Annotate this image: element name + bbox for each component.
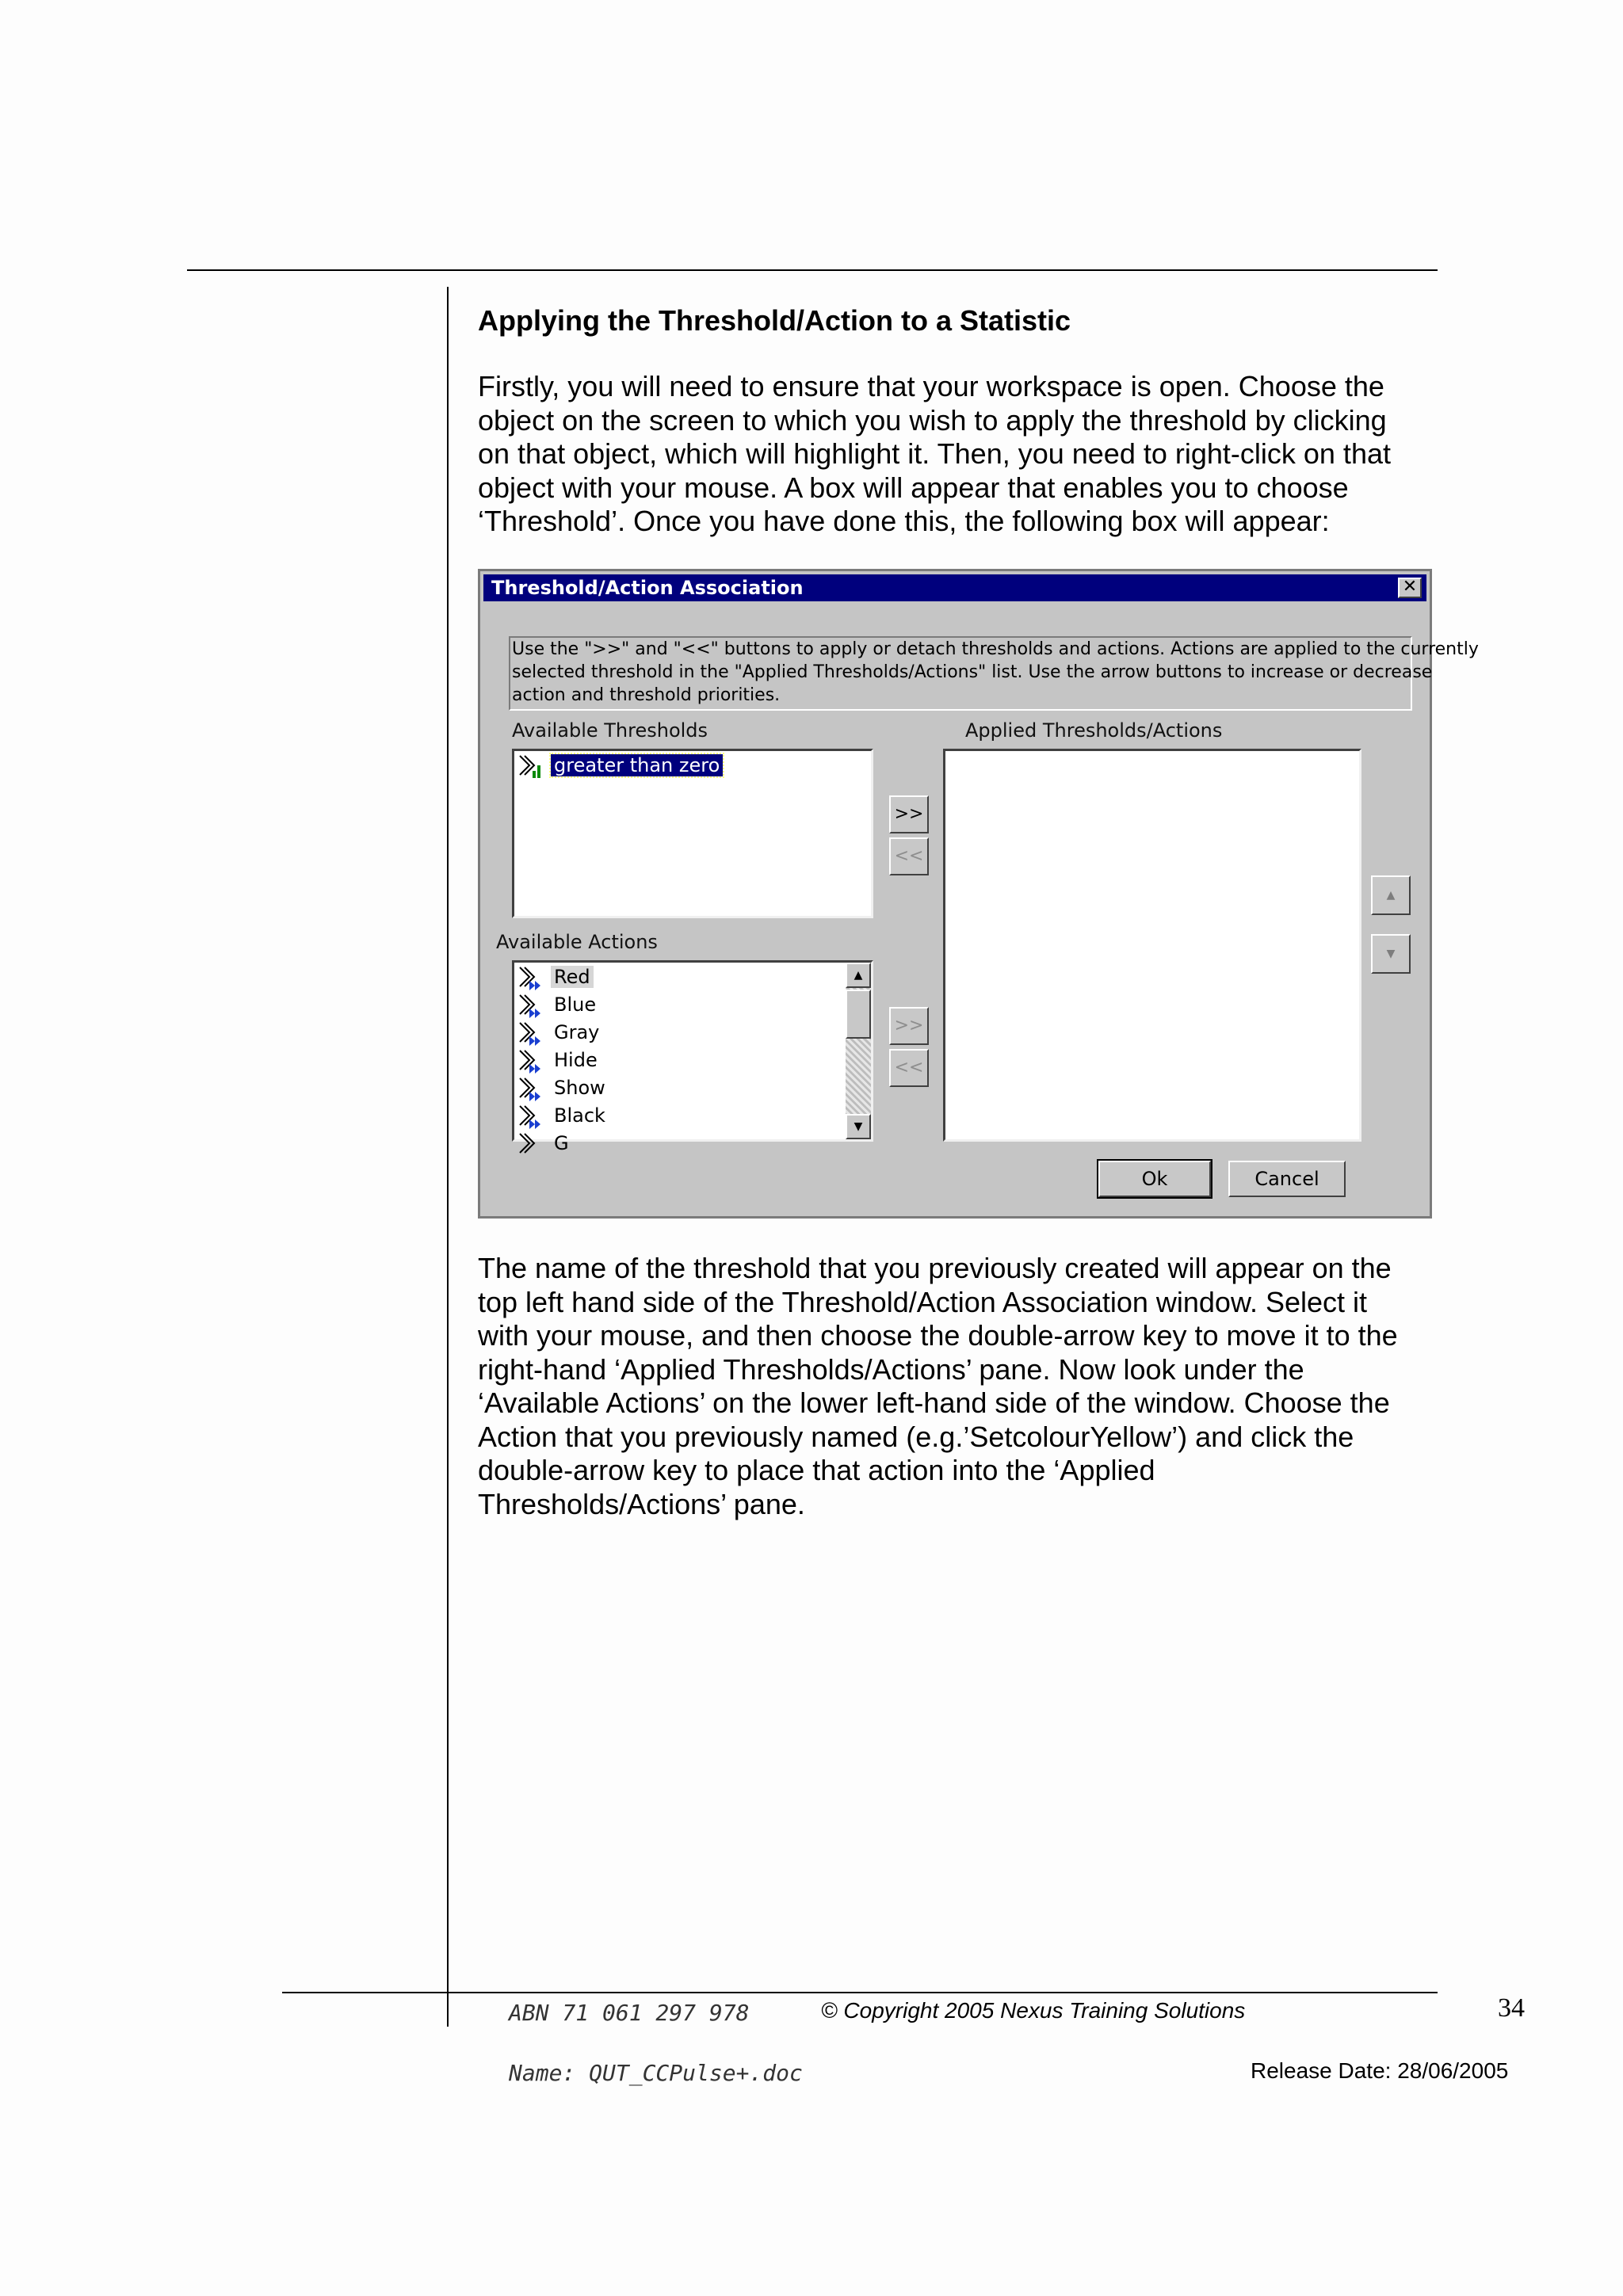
scroll-thumb[interactable] [846,990,871,1039]
action-icon [517,1076,544,1103]
footer-rule [282,1992,1438,1993]
section-heading: Applying the Threshold/Action to a Statistic [478,304,1071,337]
ok-button[interactable]: Ok [1098,1161,1211,1197]
cancel-button[interactable]: Cancel [1228,1161,1346,1197]
action-item-label: G [554,1132,569,1154]
list-item[interactable] [514,1075,847,1103]
text-line: Action that you previously named (e.g.’SetcolourYellow’) and click the [478,1420,1354,1453]
action-icon [517,993,544,1020]
action-item-label: Show [554,1077,605,1099]
scroll-down-icon[interactable]: ▼ [846,1114,871,1139]
footer-release-date: Release Date: 28/06/2005 [1251,2058,1509,2083]
list-item[interactable] [514,992,847,1020]
detach-threshold-button[interactable]: << [889,837,929,875]
available-actions-label: Available Actions [496,931,658,953]
action-icon [517,1048,544,1075]
instructions-box [509,636,1479,711]
action-item-label: Red [551,966,594,988]
dialog-titlebar[interactable] [483,574,1426,601]
action-item-label: Gray [554,1021,600,1043]
page-number: 34 [1498,1993,1525,2023]
available-thresholds-label: Available Thresholds [512,719,708,742]
available-actions-list[interactable] [512,960,873,1154]
action-item-label: Hide [554,1049,598,1071]
list-item[interactable] [514,753,847,780]
close-icon[interactable]: ✕ [1398,578,1422,598]
list-item[interactable] [514,1047,847,1075]
text-line: ‘Available Actions’ on the lower left-hand side of the window. Choose the [478,1386,1390,1419]
move-up-button[interactable]: ▲ [1371,875,1411,915]
list-item[interactable] [514,964,847,992]
text-line: Thresholds/Actions’ pane. [478,1487,805,1520]
applied-thresholds-actions-list[interactable] [943,749,1361,1142]
action-icon [517,1020,544,1047]
applied-thresholds-label: Applied Thresholds/Actions [965,719,1223,742]
text-line: top left hand side of the Threshold/Action Association window. Select it [478,1285,1368,1318]
available-thresholds-list[interactable] [512,749,873,918]
apply-threshold-button[interactable]: >> [889,795,929,833]
footer-copyright: © Copyright 2005 Nexus Training Solutions [821,1998,1246,2023]
text-line: right-hand ‘Applied Thresholds/Actions’ pane. Now look under the [478,1352,1304,1386]
actions-scrollbar[interactable] [846,963,871,1139]
margin-rule [447,287,449,2027]
instruction-line: action and threshold priorities. [512,685,781,705]
header-rule [187,269,1438,271]
text-line: Firstly, you will need to ensure that your workspace is open. Choose the [478,370,1384,402]
instruction-line: Use the ">>" and "<<" buttons to apply or detach thresholds and actions. Actions are applied to the currently [512,639,1479,659]
text-line: The name of the threshold that you previously created will appear on the [478,1252,1392,1284]
threshold-icon [517,753,544,780]
action-item-label: Blue [554,994,597,1016]
text-line: object on the screen to which you wish to apply the threshold by clicking [478,403,1387,437]
list-item[interactable] [514,1131,847,1158]
dialog-title: Threshold/Action Association [491,577,804,599]
detach-action-button[interactable]: << [889,1049,929,1087]
text-line: ‘Threshold’. Once you have done this, the following box will appear: [478,505,1330,537]
footer-doc-name: Name: QUT_CCPulse+.doc [509,2060,803,2086]
text-line: double-arrow key to place that action into the ‘Applied [478,1454,1155,1486]
apply-action-button[interactable]: >> [889,1007,929,1045]
list-item[interactable] [514,1020,847,1047]
action-icon [517,965,544,992]
list-item[interactable] [514,1103,847,1131]
intro-paragraph [478,370,1453,539]
action-icon [517,1104,544,1131]
footer-abn: ABN 71 061 297 978 [509,2000,750,2026]
move-down-button[interactable]: ▼ [1371,934,1411,974]
threshold-action-dialog [478,569,1479,1219]
text-line: object with your mouse. A box will appear that enables you to choose [478,471,1349,504]
action-icon [517,1131,544,1158]
threshold-item-label: greater than zero [551,754,723,776]
scroll-up-icon[interactable]: ▲ [846,963,871,988]
action-item-label: Black [554,1104,605,1127]
instruction-line: selected threshold in the "Applied Thresholds/Actions" list. Use the arrow buttons to increase or decrease [512,662,1433,682]
text-line: on that object, which will highlight it. Then, you need to right-click on that [478,437,1391,470]
body-paragraph [478,1252,1453,1521]
text-line: with your mouse, and then choose the double-arrow key to move it to the [478,1319,1398,1352]
